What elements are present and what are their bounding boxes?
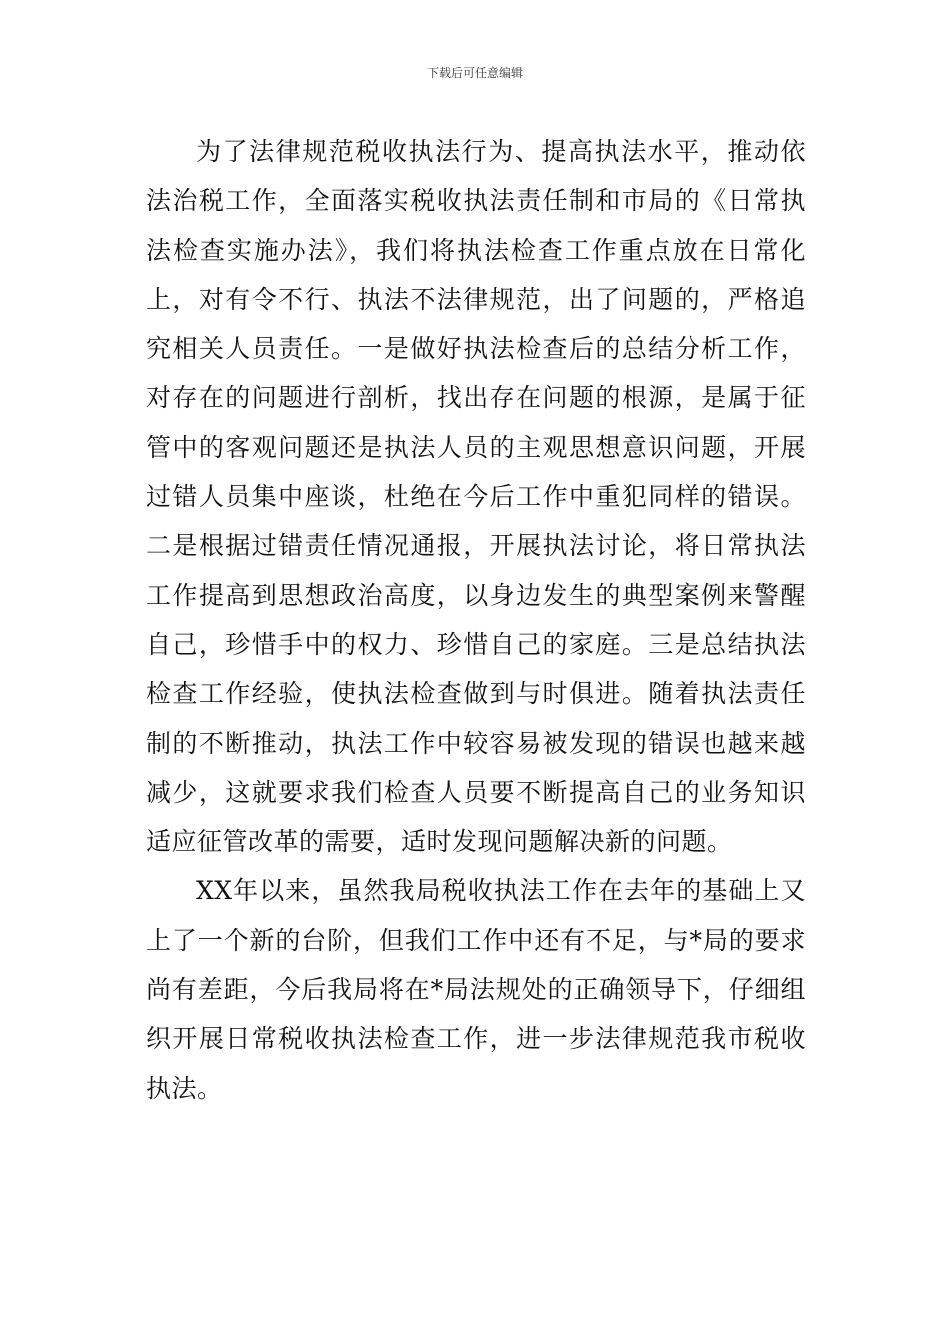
paragraph-2: XX年以来，虽然我局税收执法工作在去年的基础上又上了一个新的台阶，但我们工作中还有不足，与*局的要求尚有差距，今后我局将在*局法规处的正确领导下，仔细组织开展日常税收执法检查工作，进一步法律规范我市税收执法。 [146,876,806,1103]
document-body [146,127,806,1113]
paragraph-1: 为了法律规范税收执法行为、提高执法水平，推动依法治税工作，全面落实税收执法责任制和市局的《日常执法检查实施办法》，我们将执法检查工作重点放在日常化上，对有令不行、执法不法律规范，出了问题的，严格追究相关人员责任。一是做好执法检查后的总结分析工作，对存在的问题进行剖析，找出存在问题的根源，是属于征管中的客观问题还是执法人员的主观思想意识问题，开展过错人员集中座谈，杜绝在今后工作中重犯同样的错误。二是根据过错责任情况通报，开展执法讨论，将日常执法工作提高到思想政治高度，以身边发生的典型案例来警醒自己，珍惜手中的权力、珍惜自己的家庭。三是总结执法检查工作经验，使执法检查做到与时俱进。随着执法责任制的不断推动，执法工作中较容易被发现的错误也越来越减少，这就要求我们检查人员要不断提高自己的业务知识适应征管改革的需要，适时发现问题解决新的问题。 [146,137,806,857]
page-header-note: 下载后可任意编辑 [426,66,523,80]
